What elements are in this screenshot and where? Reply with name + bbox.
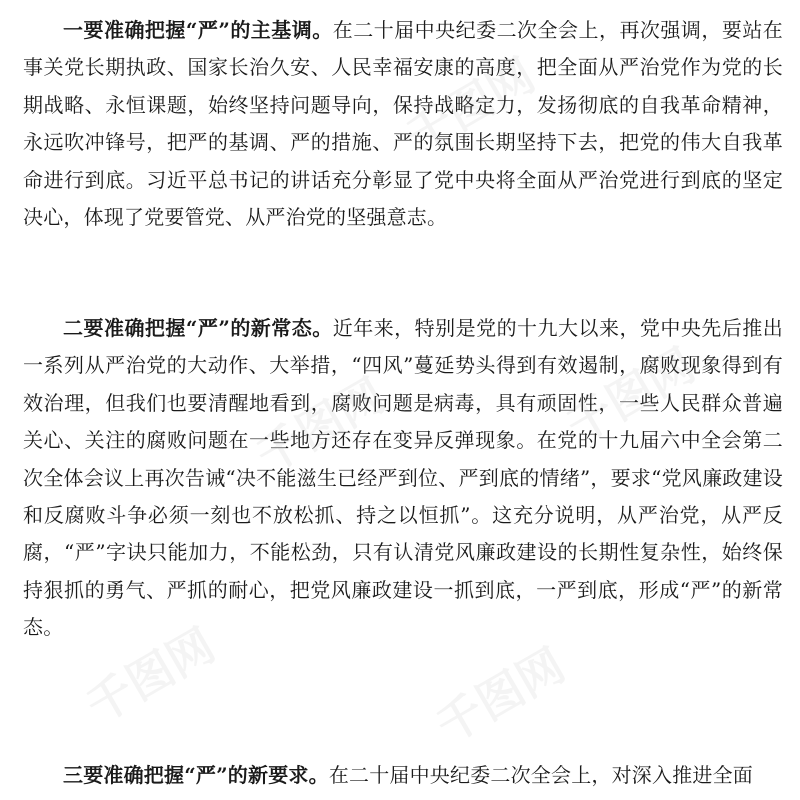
paragraph-3 [23,757,783,794]
watermark: 千图网 [247,367,394,484]
watermark: 千图网 [77,617,224,734]
paragraph-1-heading: 一要准确把握“严”的主基调。 [63,18,333,42]
paragraph-2-heading: 二要准确把握“严”的新常态。 [63,316,333,340]
paragraph-3-heading: 三要准确把握“严”的新要求。 [63,763,329,787]
watermark: 千图网 [557,337,704,454]
paragraph-1 [23,12,783,236]
watermark: 千图网 [427,637,574,754]
paragraph-1-body: 在二十届中央纪委二次全会上，再次强调，要站在事关党长期执政、国家长治久安、人民幸福安康的高度，把全面从严治党作为党的长期战略、永恒课题，始终坚持问题导向，保持战略定力，发扬彻底的自我革命精神，永远吹冲锋号，把严的基调、严的措施、严的氛围长期坚持下去，把党的伟大自我革命进行到底。习近平总书记的讲话充分彰显了党中央将全面从严治党进行到底的坚定决心，体现了党要管党、从严治党的坚强意志。 [23,18,784,230]
paragraph-3-body: 在二十届中央纪委二次全会上，对深入推进全面 [328,763,754,787]
paragraph-2 [23,310,783,647]
watermark: 千图网 [397,47,544,164]
paragraph-2-body: 近年来，特别是党的十九大以来，党中央先后推出一系列从严治党的大动作、大举措，“四风”蔓延势头得到有效遏制，腐败现象得到有效治理，但我们也要清醒地看到，腐败问题是病毒，具有顽固性，一些人民群众普遍关心、关注的腐败问题在一些地方还存在变异反弹现象。在党的十九届六中全会第二次全体会议上再次告诫“决不能滋生已经严到位、严到底的情绪”，要求“党风廉政建设和反腐败斗争必须一刻也不放松抓、持之以恒抓”。这充分说明，从严治党，从严反腐，“严”字诀只能加力，不能松劲，只有认清党风廉政建设的长期性复杂性，始终保持狠抓的勇气、严抓的耐心，把党风廉政建设一抓到底，一严到底，形成“严”的新常态。 [23,316,784,640]
